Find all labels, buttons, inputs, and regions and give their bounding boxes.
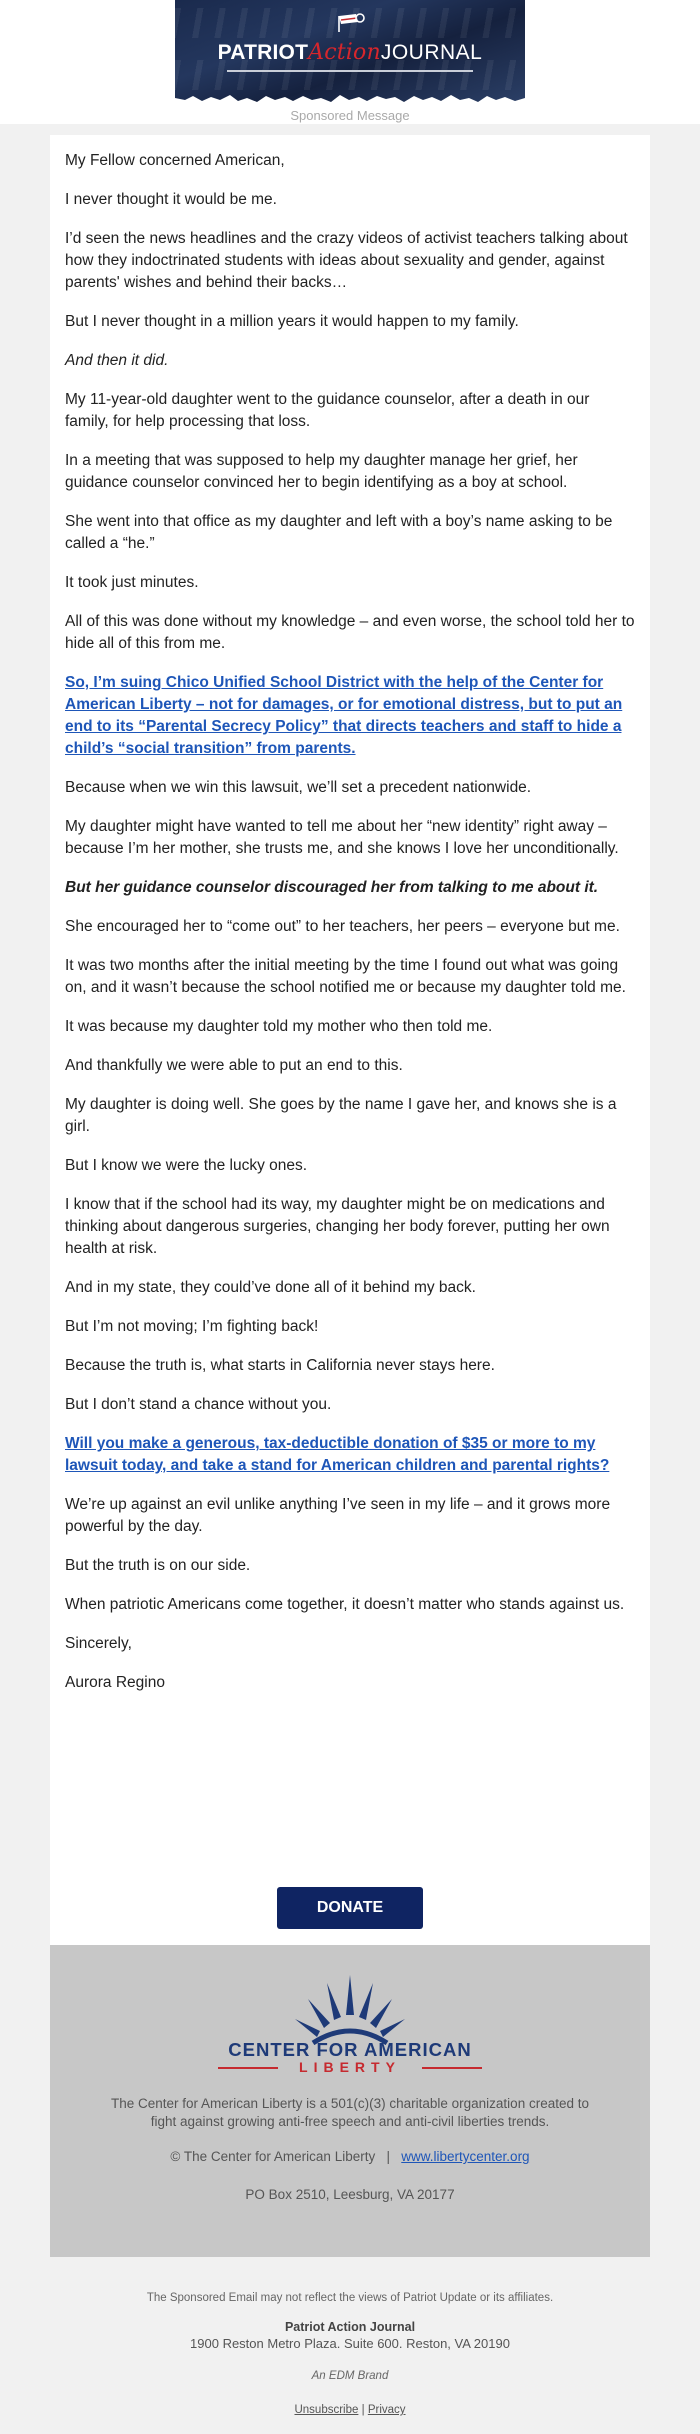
org-description: The Center for American Liberty is a 501(c)(3) charitable organization created to fight against growing anti-free speech and anti-civil liberties trends. bbox=[111, 2096, 589, 2129]
paragraph: It was because my daughter told my mother who then told me. bbox=[65, 1018, 493, 1035]
privacy-link[interactable]: Privacy bbox=[367, 2404, 406, 2416]
paragraph: I never thought it would be me. bbox=[65, 191, 277, 208]
logo-action: Action bbox=[308, 40, 381, 65]
sponsored-label: Sponsored Message bbox=[290, 108, 410, 123]
org-footer bbox=[50, 1945, 650, 2257]
sponsor-disclaimer: The Sponsored Email may not reflect the views of Patriot Update or its affiliates. bbox=[146, 2292, 554, 2304]
paragraph: But I don’t stand a chance without you. bbox=[65, 1396, 332, 1413]
lawsuit-link-paragraph bbox=[65, 672, 637, 760]
org-copyright-row bbox=[50, 2149, 650, 2164]
paragraph: She went into that office as my daughter and left with a boy’s name asking to be called a “he.” bbox=[65, 513, 613, 552]
torn-edge bbox=[175, 92, 525, 102]
logo-journal: JOURNAL bbox=[380, 41, 483, 64]
sender-name: Patriot Action Journal bbox=[284, 2320, 416, 2334]
paragraph: It took just minutes. bbox=[65, 574, 199, 591]
letter-body bbox=[65, 150, 637, 1711]
unsubscribe-link[interactable]: Unsubscribe bbox=[294, 2404, 359, 2416]
logo-text bbox=[175, 40, 525, 65]
paragraph: And thankfully we were able to put an end to this. bbox=[65, 1057, 403, 1074]
salutation: My Fellow concerned American, bbox=[65, 152, 285, 169]
brand-note: An EDM Brand bbox=[311, 2370, 389, 2382]
signature: Aurora Regino bbox=[65, 1674, 165, 1691]
paragraph: But the truth is on our side. bbox=[65, 1557, 251, 1574]
separator: | bbox=[386, 2149, 390, 2164]
paragraph: We’re up against an evil unlike anything I’ve seen in my life – and it grows more powerful by the day. bbox=[65, 1496, 611, 1535]
paragraph: When patriotic Americans come together, it doesn’t matter who stands against us. bbox=[65, 1596, 625, 1613]
paragraph: It was two months after the initial meeting by the time I found out what was going on, and it wasn’t because the school notified me or because my daughter told me. bbox=[65, 957, 626, 996]
lawsuit-link[interactable]: So, I’m suing Chico Unified School District with the help of the Center for American Liberty – not for damages, or for emotional distress, but to put an end to its “Parental Secrecy Policy” that directs teachers and staff to hide a child’s “social transition” from parents. bbox=[65, 674, 623, 757]
org-website-link[interactable]: www.libertycenter.org bbox=[401, 2149, 530, 2164]
org-address: PO Box 2510, Leesburg, VA 20177 bbox=[245, 2187, 455, 2202]
org-name-line2: LIBERTY bbox=[299, 2059, 401, 2075]
org-name-rule bbox=[422, 2067, 482, 2069]
paragraph: In a meeting that was supposed to help my daughter manage her grief, her guidance counselor convinced her to begin identifying as a boy at school. bbox=[65, 452, 578, 491]
separator: | bbox=[361, 2404, 365, 2416]
paragraph: And in my state, they could’ve done all of it behind my back. bbox=[65, 1279, 476, 1296]
header-banner[interactable] bbox=[175, 0, 525, 102]
paragraph: She encouraged her to “come out” to her teachers, her peers – everyone but me. bbox=[65, 918, 620, 935]
paragraph: But I’m not moving; I’m fighting back! bbox=[65, 1318, 319, 1335]
paragraph: My daughter is doing well. She goes by the name I gave her, and knows she is a girl. bbox=[65, 1096, 617, 1135]
org-copyright: © The Center for American Liberty bbox=[170, 2149, 376, 2164]
paragraph: My 11-year-old daughter went to the guidance counselor, after a death in our family, for help processing that loss. bbox=[65, 391, 590, 430]
donation-link[interactable]: Will you make a generous, tax-deductible donation of $35 or more to my lawsuit today, and take a stand for American children and parental rights? bbox=[65, 1435, 610, 1474]
flag-megaphone-icon bbox=[336, 12, 366, 34]
sender-address: 1900 Reston Metro Plaza. Suite 600. Reston, VA 20190 bbox=[190, 2336, 510, 2351]
closing: Sincerely, bbox=[65, 1635, 132, 1652]
donation-link-paragraph bbox=[65, 1433, 637, 1477]
org-name-line1: CENTER FOR AMERICAN bbox=[228, 2039, 472, 2060]
paragraph: But I never thought in a million years it would happen to my family. bbox=[65, 313, 519, 330]
paragraph: Because the truth is, what starts in California never stays here. bbox=[65, 1357, 495, 1374]
donate-button[interactable]: DONATE bbox=[277, 1887, 423, 1929]
paragraph: I’d seen the news headlines and the crazy videos of activist teachers talking about how they indoctrinated students with ideas about sexuality and gender, against parents' wishes and behind their backs… bbox=[65, 230, 628, 291]
logo-patriot: PATRIOT bbox=[217, 41, 309, 64]
footer-links bbox=[0, 2404, 700, 2416]
sunburst-logo-icon bbox=[275, 1967, 425, 2045]
logo-underline bbox=[227, 70, 473, 72]
paragraph: Because when we win this lawsuit, we’ll set a precedent nationwide. bbox=[65, 779, 532, 796]
paragraph: My daughter might have wanted to tell me about her “new identity” right away – because I’m her mother, she trusts me, and she knows I love her unconditionally. bbox=[65, 818, 619, 857]
paragraph: I know that if the school had its way, my daughter might be on medications and thinking about dangerous surgeries, changing her body forever, putting her own health at risk. bbox=[65, 1196, 610, 1257]
paragraph: All of this was done without my knowledge – and even worse, the school told her to hide all of this from me. bbox=[65, 613, 635, 652]
paragraph: But her guidance counselor discouraged her from talking to me about it. bbox=[65, 879, 599, 896]
paragraph: And then it did. bbox=[65, 352, 169, 369]
paragraph: But I know we were the lucky ones. bbox=[65, 1157, 308, 1174]
